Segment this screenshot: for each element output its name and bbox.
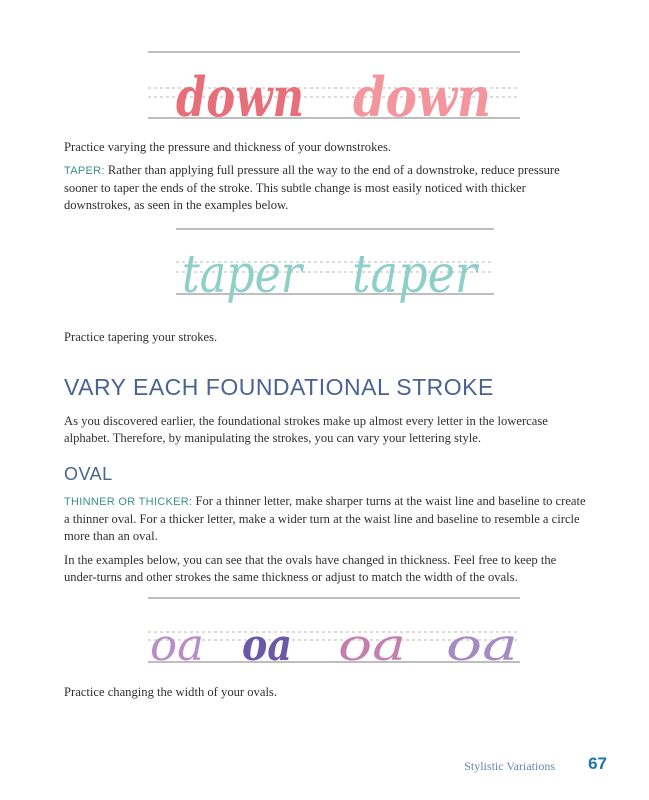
down-word-2: down — [353, 65, 491, 129]
oval-example-1: oa — [150, 620, 204, 671]
oval-practice-lines — [148, 596, 520, 671]
taper-body: Rather than applying full pressure all the way to the end of a downstroke, reduce pressure sooner to taper the ends of the stroke. This subtle change is most easily noticed with thicker downstrokes, as seen in the examples below. — [64, 163, 560, 212]
down-example-svg — [148, 50, 520, 129]
oval-example-3: oa — [338, 620, 406, 671]
paragraph-vary: As you discovered earlier, the foundational strokes make up almost every letter in the lowercase alphabet. Therefore, by manipulating the strokes, you can vary your lettering style. — [64, 414, 548, 445]
taper-word-2: taper — [352, 245, 480, 305]
paragraph-oval-examples: In the examples below, you can see that the ovals have changed in thickness. Feel free to keep the under-turns and other strokes the same thickness or adjust to match the width of the ovals. — [64, 553, 557, 584]
paragraph-taper-practice: Practice tapering your strokes. — [64, 330, 218, 344]
heading-oval: OVAL — [64, 464, 113, 484]
thinner-thicker-label: THINNER OR THICKER: — [64, 496, 193, 508]
thinner-thicker-body: For a thinner letter, make sharper turns at the waist line and baseline to create a thinner oval. For a thicker letter, make a wider turn at the waist line and baseline to resemble a circle more than an oval. — [64, 494, 586, 543]
page-number: 67 — [588, 754, 607, 773]
footer-section-title: Stylistic Variations — [464, 759, 555, 773]
oval-example-4: oa — [446, 620, 518, 671]
oval-example-svg — [148, 596, 520, 671]
taper-example-svg — [176, 226, 494, 305]
taper-practice-lines — [176, 226, 494, 305]
paragraph-thinner-thicker — [64, 493, 592, 545]
taper-label: TAPER: — [64, 165, 105, 177]
paragraph-down-practice: Practice varying the pressure and thickness of your downstrokes. — [64, 140, 392, 154]
down-practice-lines — [148, 50, 520, 129]
heading-vary-stroke: VARY EACH FOUNDATIONAL STROKE — [64, 374, 494, 400]
down-word-1: down — [176, 65, 304, 129]
paragraph-taper — [64, 162, 592, 214]
oval-example-2: oa — [242, 620, 292, 671]
paragraph-oval-practice: Practice changing the width of your ovals. — [64, 685, 277, 699]
taper-word-1: taper — [182, 245, 305, 305]
